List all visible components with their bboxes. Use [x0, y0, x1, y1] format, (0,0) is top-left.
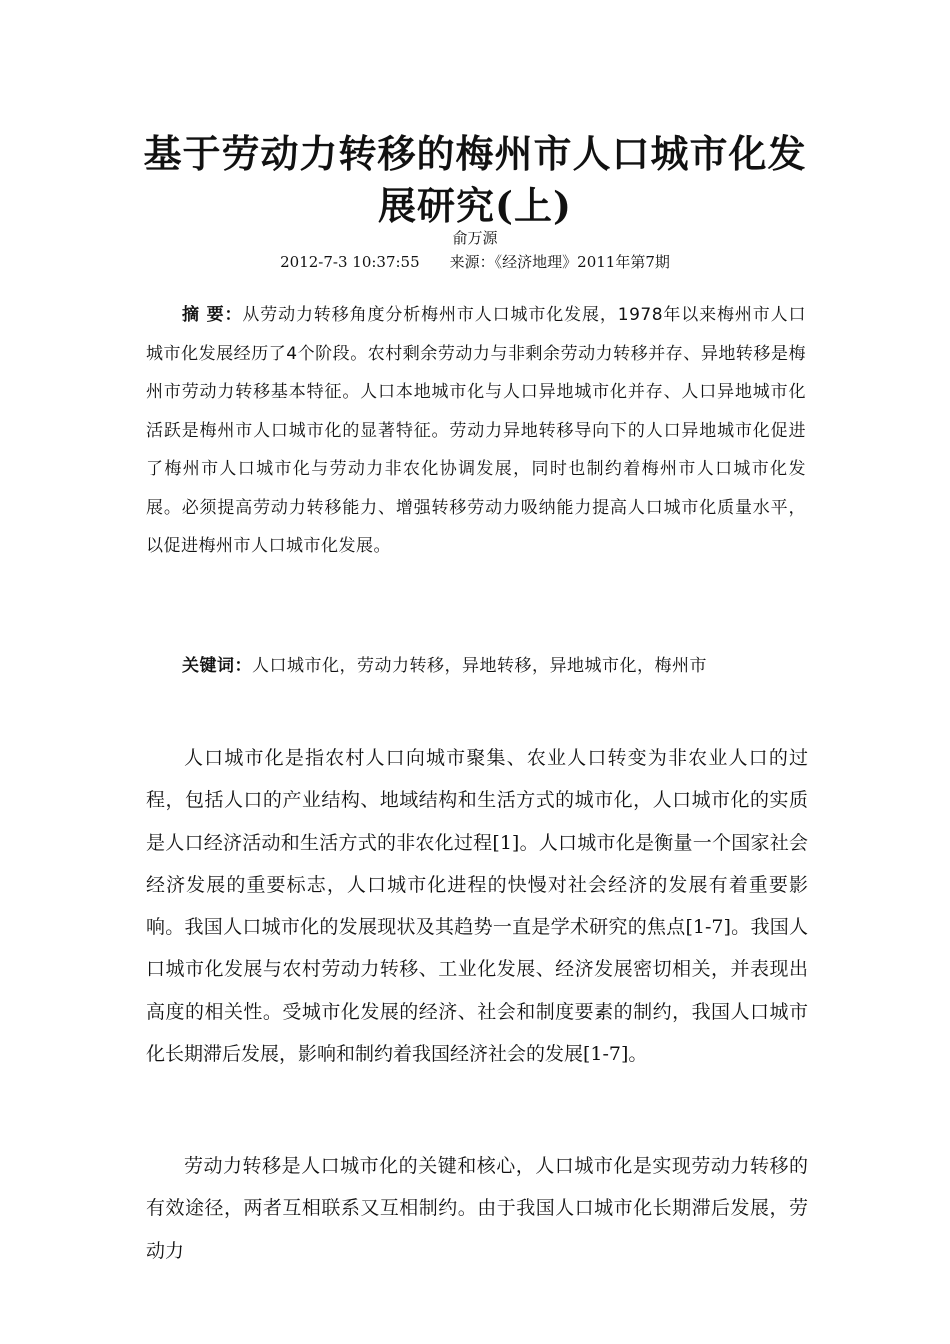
abstract-label: 摘 要：	[182, 305, 243, 325]
abstract-text: 从劳动力转移角度分析梅州市人口城市化发展，1978年以来梅州市人口城市化发展经历了4个阶段。农村剩余劳动力与非剩余劳动力转移并存、异地转移是梅州市劳动力转移基本特征。人口本地城市化与人口异地城市化并存、人口异地城市化活跃是梅州市人口城市化的显著特征。劳动力异地转移导向下的人口异地城市化促进了梅州市人口城市化与劳动力非农化协调发展，同时也制约着梅州市人口城市化发展。必须提高劳动力转移能力、增强转移劳动力吸纳能力提高人口城市化质量水平，以促进梅州市人口城市化发展。	[146, 305, 807, 556]
publish-datetime: 2012-7-3 10:37:55	[280, 253, 420, 271]
keywords-text: 人口城市化，劳动力转移，异地转移，异地城市化，梅州市	[252, 656, 707, 676]
article-source: 来源：《经济地理》2011年第7期	[449, 253, 670, 271]
body-paragraph: 人口城市化是指农村人口向城市聚集、农业人口转变为非农业人口的过程，包括人口的产业结构、地域结构和生活方式的城市化，人口城市化的实质是人口经济活动和生活方式的非农化过程[1]。人口城市化是衡量一个国家社会经济发展的重要标志，人口城市化进程的快慢对社会经济的发展有着重要影响。我国人口城市化的发展现状及其趋势一直是学术研究的焦点[1-7]。我国人口城市化发展与农村劳动力转移、工业化发展、经济发展密切相关，并表现出高度的相关性。受城市化发展的经济、社会和制度要素的制约，我国人口城市化长期滞后发展，影响和制约着我国经济社会的发展[1-7]。	[146, 747, 808, 1066]
article-title: 基于劳动力转移的梅州市人口城市化发展研究(上)	[143, 131, 807, 228]
keywords-label: 关键词：	[182, 656, 252, 676]
abstract	[146, 296, 806, 566]
article-author: 俞万源	[452, 229, 498, 247]
keywords	[182, 652, 802, 680]
body-paragraph: 劳动力转移是人口城市化的关键和核心，人口城市化是实现劳动力转移的有效途径，两者互相联系又互相制约。由于我国人口城市化长期滞后发展，劳动力	[146, 1155, 808, 1262]
article-meta	[0, 252, 950, 272]
